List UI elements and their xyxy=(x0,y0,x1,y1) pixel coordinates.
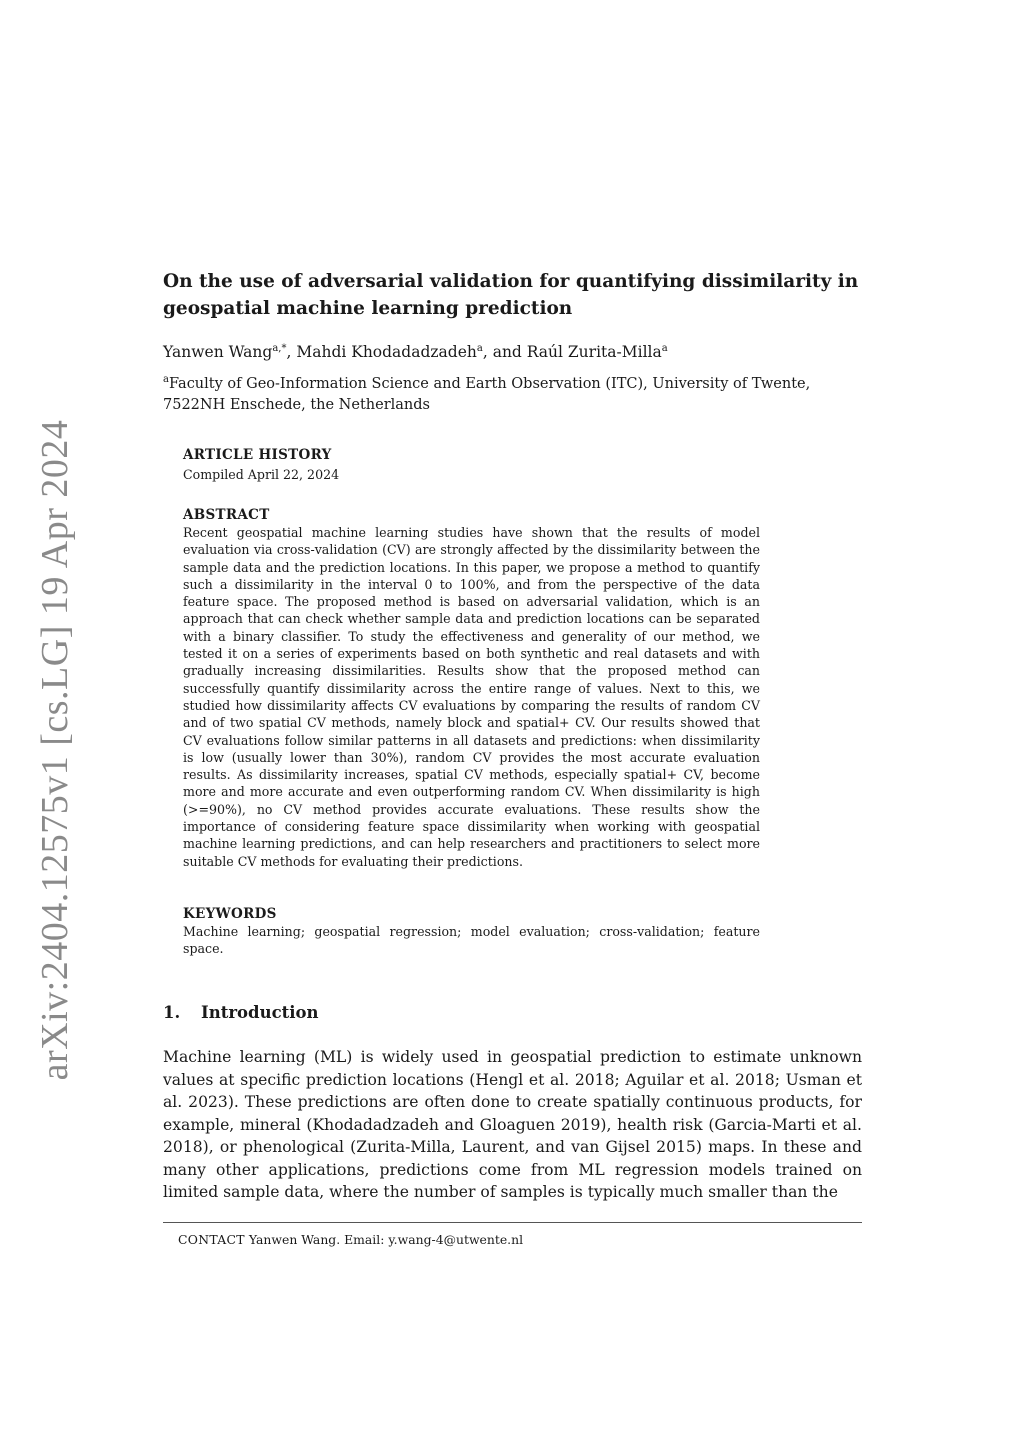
abstract-heading: ABSTRACT xyxy=(183,507,270,523)
article-history-section xyxy=(183,446,760,483)
author-separator: , xyxy=(286,343,297,361)
author-name: Mahdi Khodadadzadeh xyxy=(296,343,477,361)
introduction-paragraph: Machine learning (ML) is widely used in geospatial prediction to estimate unknown values at specific prediction locations (Hengl et al. 2018; Aguilar et al. 2018; Usman et al. 2023). These predictions are often done to create spatially continuous products, for example, mineral (Khodadadzadeh and Gloaguen 2019), health risk (Garcia-Marti et al. 2018), or phenological (Zurita-Milla, Laurent, and van Gijsel 2015) maps. In these and many other applications, predictions come from ML regression models trained on limited sample data, where the number of samples is typically much smaller than the xyxy=(163,1048,862,1201)
footnote-divider xyxy=(163,1222,862,1223)
abstract-text: Recent geospatial machine learning studies have shown that the results of model evaluation via cross-validation (CV) are strongly affected by the dissimilarity between the sample data and the prediction locations. In this paper, we propose a method to quantify such a dissimilarity in the interval 0 to 100%, and from the perspective of the data feature space. The proposed method is based on adversarial validation, which is an approach that can check whether sample data and prediction locations can be separated with a binary classifier. To study the effectiveness and generality of our method, we tested it on a series of experiments based on both synthetic and real datasets and with gradually increasing dissimilarities. Results show that the proposed method can successfully quantify dissimilarity across the entire range of values. Next to this, we studied how dissimilarity affects CV evaluations by comparing the results of random CV and of two spatial CV methods, namely block and spatial+ CV. Our results showed that CV evaluations follow similar patterns in all datasets and predictions: when dissimilarity is low (usually lower than 30%), random CV provides the most accurate evaluation results. As dissimilarity increases, spatial CV methods, especially spatial+ CV, become more and more accurate and even outperforming random CV. When dissimilarity is high (>=90%), no CV method provides accurate evaluations. These results show the importance of considering feature space dissimilarity when working with geospatial machine learning predictions, and can help researchers and practitioners to select more suitable CV methods for evaluating their predictions. xyxy=(183,525,760,869)
abstract-section xyxy=(183,506,760,870)
author-affiliation-mark: a xyxy=(476,342,483,354)
contact-footnote xyxy=(178,1232,523,1248)
author-affiliation-mark: a xyxy=(661,342,668,354)
author-separator: , and xyxy=(482,343,527,361)
affiliation-text: Faculty of Geo-Information Science and Earth Observation (ITC), University of Twente, 7522NH Enschede, the Netherlands xyxy=(163,376,811,413)
introduction-heading xyxy=(163,1003,319,1022)
contact-text: Yanwen Wang. Email: y.wang-4@utwente.nl xyxy=(248,1232,524,1247)
contact-label: CONTACT xyxy=(178,1232,245,1247)
keywords-section xyxy=(183,905,760,958)
keywords-text: Machine learning; geospatial regression; model evaluation; cross-validation; feature space. xyxy=(183,924,760,957)
affiliation-mark: a xyxy=(163,374,169,386)
affiliation xyxy=(163,374,863,416)
section-title: Introduction xyxy=(201,1003,319,1022)
author-name: Raúl Zurita-Milla xyxy=(526,343,662,361)
author-affiliation-mark: a,* xyxy=(272,342,287,354)
paper-title: On the use of adversarial validation for quantifying dissimilarity in geospatial machine learning prediction xyxy=(163,271,859,319)
keywords-heading: KEYWORDS xyxy=(183,906,277,922)
author-name: Yanwen Wang xyxy=(163,343,273,361)
arxiv-identifier: arXiv:2404.12575v1 [cs.LG] 19 Apr 2024 xyxy=(34,419,76,1081)
article-history-heading: ARTICLE HISTORY xyxy=(183,447,332,463)
compiled-date: Compiled April 22, 2024 xyxy=(183,467,340,482)
author-list xyxy=(163,341,863,363)
section-number: 1. xyxy=(163,1003,181,1022)
